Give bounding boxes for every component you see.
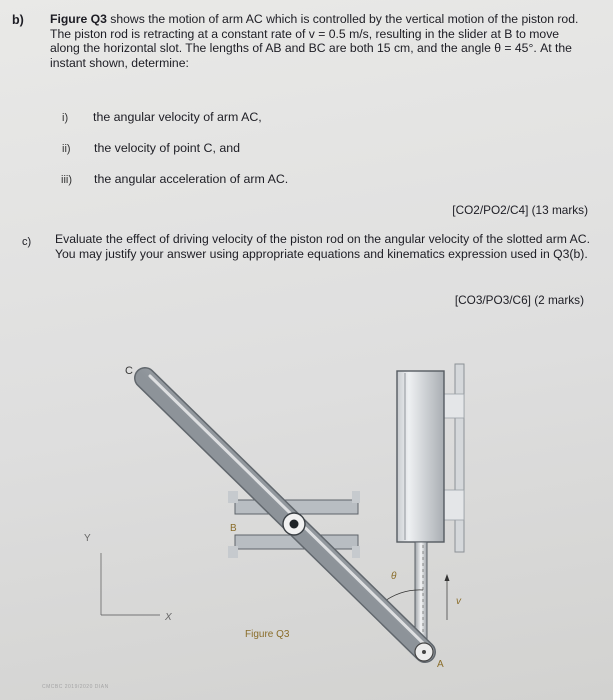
part-c-marks: [CO3/PO3/C6] (2 marks) [454,293,584,307]
figure-caption: Figure Q3 [245,629,290,640]
item-i-number: i) [62,112,69,124]
pin-a-center [422,650,426,654]
slider-b-center [290,520,299,529]
item-i-text: the angular velocity of arm AC, [93,110,262,124]
velocity-arrowhead [445,574,450,581]
item-iii-number: iii) [61,174,72,186]
part-b-marks: [CO2/PO2/C4] (13 marks) [452,203,588,217]
label-y: Y [84,533,91,544]
label-theta: θ [391,571,397,582]
wall-plate [455,364,464,552]
slot-guide-top-support [228,491,238,503]
label-c: C [125,365,133,377]
part-b-body: shows the motion of arm AC which is controlled by the vertical motion of the piston rod. The piston rod is retracting at a constant rate of v = 0.5 m/s, resulting in the slider at B to move along the horizontal slot. The lengths of AB and BC are both 15 cm, and the angle θ = 45°. At the instant shown, determine: [50,12,579,70]
part-b-label: b) [12,13,24,27]
item-ii-text: the velocity of point C, and [94,141,241,155]
wall-bracket-bottom [444,490,464,520]
footer-stamp: CMCBC 2019/2020 DIAN [42,684,109,690]
item-iii-text: the angular acceleration of arm AC. [94,172,289,186]
slotted-arm-ac [145,376,425,652]
item-ii-number: ii) [62,143,71,155]
part-c-label: c) [22,236,32,248]
slot-guide-top-support-right [352,491,360,503]
label-b: B [230,523,237,534]
slot-guide-bottom-support [228,546,238,558]
label-a: A [437,659,444,670]
part-c-text: Evaluate the effect of driving velocity of the piston rod on the angular velocity of the slotted arm AC. You may justify your answer using appropriate equations and kinematics expression used in Q3(b). [55,232,590,261]
label-x: X [165,612,172,623]
slot-guide-bottom-support-right [352,546,360,558]
label-v: v [456,596,461,607]
hydraulic-cylinder [397,371,444,542]
figure-reference: Figure Q3 [50,12,107,26]
wall-bracket-top [444,394,464,418]
